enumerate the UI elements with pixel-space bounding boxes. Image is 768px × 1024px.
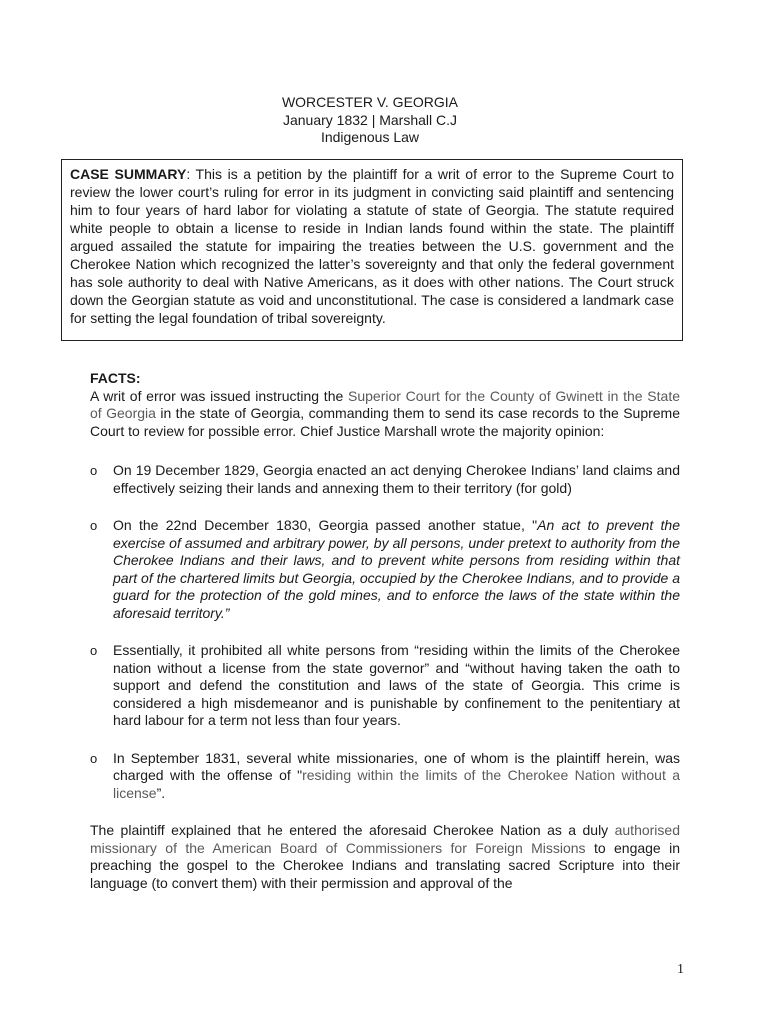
case-summary-box: [61, 159, 683, 341]
closing-text-end: to engage in preaching the gospel to the Cherokee Indians and translating sacred Scripture into their language (to convert them) with their permission and approval of the: [90, 839, 680, 891]
offense-link[interactable]: residing within the limits of the Cherokee Nation without a license: [113, 767, 680, 801]
facts-intro-text: A writ of error was issued instructing the: [90, 387, 348, 404]
case-title: WORCESTER V. GEORGIA: [281, 94, 459, 110]
bullet-mark: o: [90, 643, 98, 658]
bullet-text: In September 1831, several white missionaries, one of whom is the plaintiff herein, was charged with the offense of ": [113, 749, 680, 783]
case-summary-text: : This is a petition by the plaintiff for a writ of error to the Supreme Court to review the lower court’s ruling for error in its judgment in convicting said plaintiff and sentencing him to four years of hard labor for violating a statute of state of Georgia. The statute required white people to obtain a license to reside in Indian lands found within the state. The plaintiff argued assailed the statute for impairing the treaties between the U.S. government and the Cherokee Nation which recognized the latter’s sovereignty and that only the federal government has sole authority to deal with Native Americans, as it does with other nations. The Court struck down the Georgian statute as void and unconstitutional. The case is considered a landmark case for setting the legal foundation of tribal sovereignty.: [70, 166, 674, 326]
statute-quote: An act to prevent the exercise of assumed and arbitrary power, by all persons, under pretext to authority from the Cherokee Indians and their laws, and to prevent white persons from residing within that part of the chartered limits but Georgia, occupied by the Cherokee Indians, and to provide a guard for the protection of the gold mines, and to enforce the laws of the state within the aforesaid territory.”: [113, 517, 680, 621]
list-item: [90, 517, 680, 622]
facts-intro-text-end: in the state of Georgia, commanding them to send its case records to the Supreme Court to review for possible error. Chief Justice Marshall wrote the majority opinion:: [90, 405, 681, 439]
facts-closing-paragraph: [90, 822, 680, 892]
bullet-text-end: ”.: [156, 784, 166, 801]
bullet-mark: o: [90, 518, 98, 533]
bullet-text: Essentially, it prohibited all white persons from “residing within the limits of the Cherokee nation without a license from the state governor” and “without having taken the oath to support and defend the constitution and laws of the state of Georgia. This crime is considered a high misdemeanor and is punishable by confinement to the penitentiary at hard labour for a term not less than four years.: [113, 642, 680, 728]
case-date-judge: January 1832 | Marshall C.J: [282, 111, 458, 128]
facts-heading: FACTS:: [90, 370, 141, 386]
bullet-mark: o: [90, 750, 98, 766]
facts-section: [90, 370, 680, 892]
page-number: 1: [677, 962, 684, 977]
missionary-board-link[interactable]: authorised missionary of the American Board of Commissioners for Foreign Missions: [90, 822, 680, 856]
bullet-text: On the 22nd December 1830, Georgia passed another statue, ": [113, 517, 538, 533]
case-summary-label: CASE SUMMARY: [70, 166, 187, 182]
facts-bullet-list: [90, 462, 680, 802]
list-item: [90, 462, 680, 497]
bullet-mark: o: [90, 463, 98, 478]
closing-text: The plaintiff explained that he entered the aforesaid Cherokee Nation as a duly: [90, 822, 615, 838]
document-header: [220, 94, 520, 147]
case-category: Indigenous Law: [320, 129, 420, 145]
superior-court-link[interactable]: Superior Court for the County of Gwinett in the State of Georgia: [90, 387, 680, 421]
list-item: [90, 642, 680, 730]
list-item: [90, 750, 680, 803]
facts-intro: [90, 388, 680, 441]
bullet-text: On 19 December 1829, Georgia enacted an act denying Cherokee Indians’ land claims and effectively seizing their lands and annexing them to their territory (for gold): [113, 462, 680, 496]
